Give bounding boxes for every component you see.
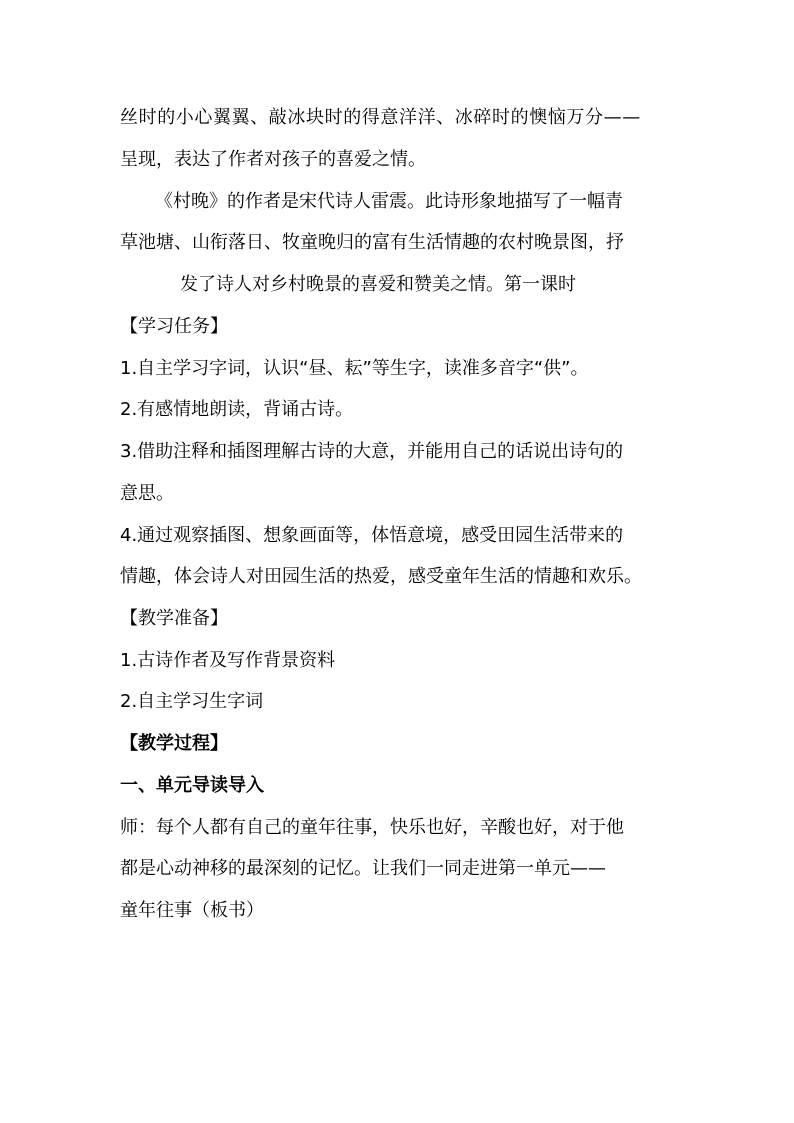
paragraph-1-line-2: 呈现，表达了作者对孩子的喜爱之情。: [120, 149, 426, 170]
paragraph-2-line-3: 发了诗人对乡村晚景的喜爱和赞美之情。第一课时: [180, 274, 576, 295]
teaching-prep-item-2: 2.自主学习生字词: [120, 691, 264, 712]
teacher-speech-line-2: 都是心动神移的最深刻的记忆。让我们一同走进第一单元——: [120, 858, 606, 879]
teacher-speech-line-3: 童年往事（板书）: [120, 900, 264, 921]
paragraph-2-line-2: 草池塘、山衔落日、牧童晚归的富有生活情趣的农村晚景图，抒: [120, 232, 624, 253]
teaching-process-heading: 【教学过程】: [120, 733, 228, 754]
learning-task-item-4-line-1: 4.通过观察插图、想象画面等，体悟意境，感受田园生活带来的: [120, 525, 624, 546]
learning-task-item-3-line-1: 3.借助注释和插图理解古诗的大意，并能用自己的话说出诗句的: [120, 441, 624, 462]
learning-task-item-1: 1.自主学习字词，认识“昼、耘”等生字，读准多音字“供”。: [120, 358, 589, 379]
teaching-prep-item-1: 1.古诗作者及写作背景资料: [120, 650, 336, 671]
learning-tasks-heading: 【学习任务】: [120, 316, 228, 337]
paragraph-1-line-1: 丝时的小心翼翼、敲冰块时的得意洋洋、冰碎时的懊恼万分——: [120, 107, 641, 128]
teacher-speech-line-1: 师：每个人都有自己的童年往事，快乐也好，辛酸也好，对于他: [120, 817, 624, 838]
paragraph-2-line-1: 《村晚》的作者是宋代诗人雷震。此诗形象地描写了一幅青: [155, 191, 623, 212]
learning-task-item-3-line-2: 意思。: [120, 483, 174, 504]
teaching-prep-heading: 【教学准备】: [120, 608, 228, 629]
learning-task-item-4-line-2: 情趣，体会诗人对田园生活的热爱，感受童年生活的情趣和欢乐。: [120, 566, 642, 587]
learning-task-item-2: 2.有感情地朗读，背诵古诗。: [120, 399, 354, 420]
section-1-title: 一、单元导读导入: [120, 775, 264, 796]
